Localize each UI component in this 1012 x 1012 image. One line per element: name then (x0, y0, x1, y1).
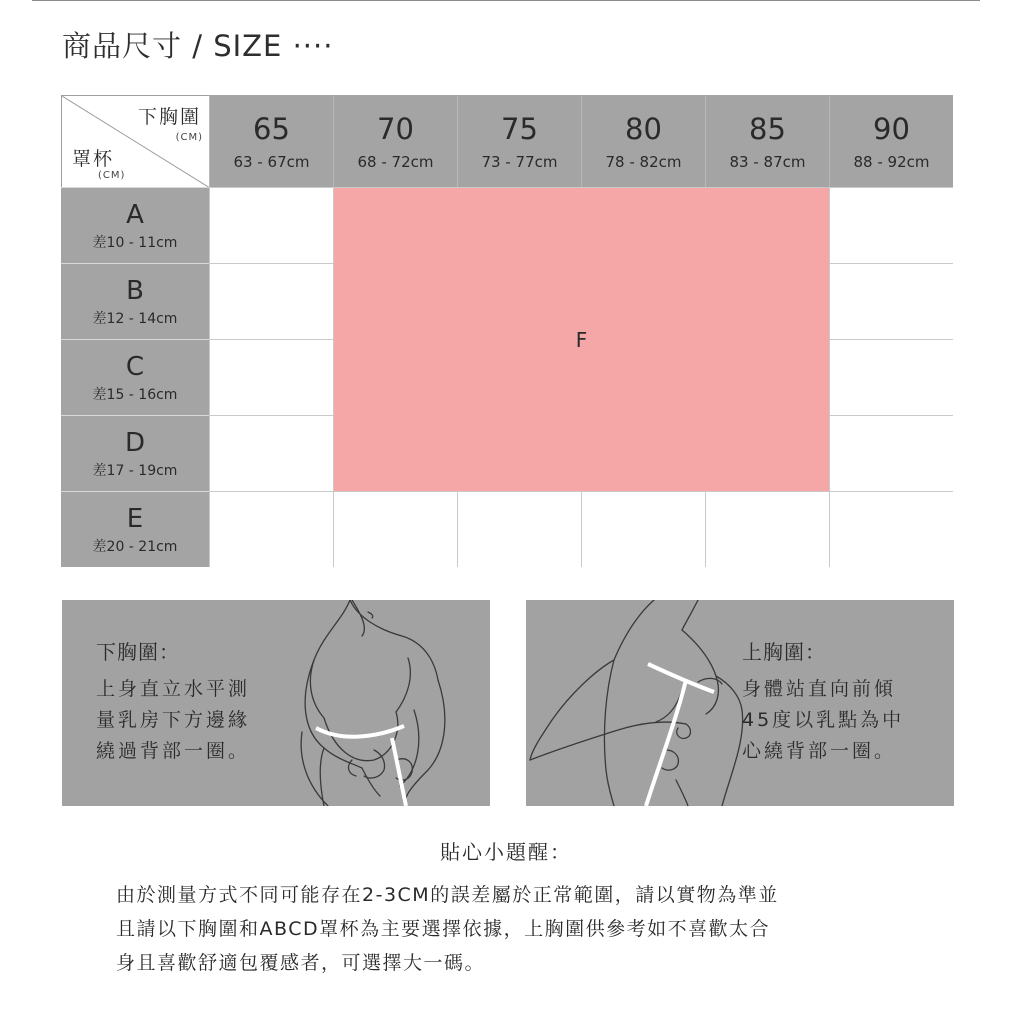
bust-title: 上胸圍： (742, 640, 826, 664)
cup-row-header-d (61, 415, 209, 491)
table-cell (209, 491, 333, 567)
fit-size-block: F (333, 187, 829, 491)
size-table (61, 95, 953, 567)
band-unit: (CM) (175, 132, 203, 143)
band-size: 90 (873, 111, 910, 146)
band-size-header-75 (457, 95, 581, 187)
cup-letter: D (124, 427, 146, 458)
note-line: 由於測量方式不同可能存在2-3CM的誤差屬於正常範圍，請以實物為準並 (116, 884, 779, 906)
table-cell (829, 339, 953, 415)
underbust-measure-panel (62, 600, 490, 806)
cup-letter: C (125, 351, 145, 382)
top-divider (32, 0, 980, 1)
cup-difference: 差15 - 16cm (92, 386, 178, 403)
cup-row-header-a (61, 187, 209, 263)
description-line: 量乳房下方邊緣 (96, 709, 251, 731)
underbust-description (96, 674, 250, 767)
band-range: 68 - 72cm (357, 152, 434, 171)
bust-description (742, 674, 904, 767)
band-size-header-80 (581, 95, 705, 187)
band-size-header-85 (705, 95, 829, 187)
table-cell (829, 415, 953, 491)
description-line: 上身直立水平測 (96, 678, 251, 700)
cup-difference: 差20 - 21cm (92, 538, 178, 555)
cup-difference: 差12 - 14cm (92, 310, 178, 327)
table-cell (209, 339, 333, 415)
band-label: 下胸圍 (137, 106, 201, 128)
band-size: 85 (749, 111, 786, 146)
cup-row-header-b (61, 263, 209, 339)
table-cell (209, 415, 333, 491)
bust-measure-panel (526, 600, 954, 806)
table-cell (457, 491, 581, 567)
cup-letter: B (126, 275, 144, 306)
band-size-header-65 (209, 95, 333, 187)
underbust-instructions (96, 638, 250, 767)
underbust-title: 下胸圍： (96, 640, 180, 664)
cup-unit: (CM) (98, 170, 126, 181)
cup-label: 罩杯 (72, 148, 115, 170)
notes-title: 貼心小題醒： (440, 840, 572, 864)
cup-row-header-c (61, 339, 209, 415)
table-cell (705, 491, 829, 567)
band-size: 65 (253, 111, 290, 146)
description-line: 心繞背部一圈。 (742, 740, 897, 762)
table-cell (333, 491, 457, 567)
cup-letter: A (126, 199, 144, 230)
band-size-header-90 (829, 95, 953, 187)
description-line: 45度以乳點為中 (742, 709, 905, 731)
band-size-header-70 (333, 95, 457, 187)
page-title: 商品尺寸 / SIZE ···· (62, 29, 334, 63)
band-size: 80 (625, 111, 662, 146)
table-cell (209, 263, 333, 339)
note-line: 身且喜歡舒適包覆感者，可選擇大一碼。 (116, 952, 486, 974)
note-line: 且請以下胸圍和ABCD罩杯為主要選擇依據，上胸圍供參考如不喜歡太合 (116, 918, 771, 940)
band-range: 78 - 82cm (605, 152, 682, 171)
cup-letter: E (126, 503, 144, 534)
band-range: 83 - 87cm (729, 152, 806, 171)
table-cell (209, 187, 333, 263)
table-cell (829, 491, 953, 567)
table-cell (581, 491, 705, 567)
band-range: 73 - 77cm (481, 152, 558, 171)
description-line: 繞過背部一圈。 (96, 740, 251, 762)
table-corner-header (61, 95, 209, 187)
band-range: 88 - 92cm (853, 152, 930, 171)
band-range: 63 - 67cm (233, 152, 310, 171)
cup-row-header-e (61, 491, 209, 567)
table-cell (829, 187, 953, 263)
cup-difference: 差17 - 19cm (92, 462, 178, 479)
bust-instructions (742, 638, 904, 767)
cup-difference: 差10 - 11cm (92, 234, 178, 251)
band-size: 70 (377, 111, 414, 146)
description-line: 身體站直向前傾 (742, 678, 897, 700)
table-cell (829, 263, 953, 339)
band-size: 75 (501, 111, 538, 146)
